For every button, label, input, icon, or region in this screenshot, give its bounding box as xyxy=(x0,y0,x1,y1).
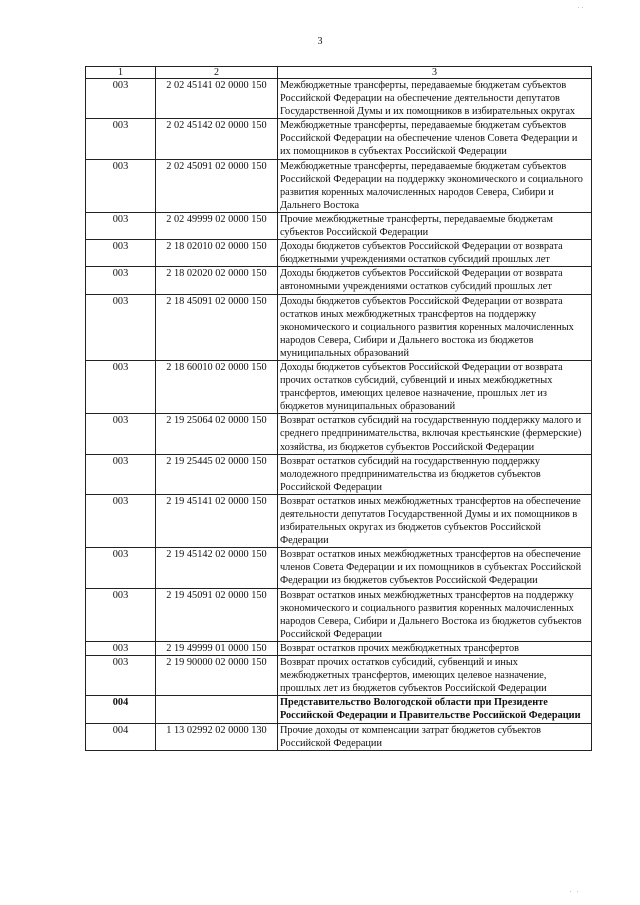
description-cell: Межбюджетные трансферты, передаваемые бюджетам субъектов Российской Федерации на обеспечение членов Совета Федерации и их помощников в субъектах Российской Федерации xyxy=(278,119,592,159)
description-cell: Возврат остатков иных межбюджетных трансфертов на обеспечение деятельности депутатов Государственной Думы и их помощников в избирательных округах из бюджетов субъектов Российской Федерации xyxy=(278,494,592,547)
admin-code-cell: 003 xyxy=(86,588,156,641)
revenue-code-cell: 2 02 45091 02 0000 150 xyxy=(156,159,278,212)
description-cell: Доходы бюджетов субъектов Российской Федерации от возврата автономными учреждениями остатков субсидий прошлых лет xyxy=(278,267,592,294)
table-row xyxy=(86,267,592,294)
column-header-1: 1 xyxy=(86,67,156,79)
revenue-code-cell: 2 19 90000 02 0000 150 xyxy=(156,656,278,696)
table-row xyxy=(86,588,592,641)
column-header-2: 2 xyxy=(156,67,278,79)
revenue-code-cell: 2 19 45091 02 0000 150 xyxy=(156,588,278,641)
table-row xyxy=(86,159,592,212)
revenue-code-cell: 2 02 45141 02 0000 150 xyxy=(156,79,278,119)
table-row xyxy=(86,723,592,750)
admin-code-cell: 003 xyxy=(86,212,156,239)
table-row xyxy=(86,494,592,547)
admin-code-cell: 003 xyxy=(86,119,156,159)
description-cell: Возврат остатков субсидий на государственную поддержку малого и среднего предпринимательства, включая крестьянские (фермерские) хозяйства, из бюджетов субъектов Российской Федерации xyxy=(278,414,592,454)
description-cell: Прочие доходы от компенсации затрат бюджетов субъектов Российской Федерации xyxy=(278,723,592,750)
revenue-code-cell: 2 19 49999 01 0000 150 xyxy=(156,641,278,655)
column-header-3: 3 xyxy=(278,67,592,79)
table-row xyxy=(86,240,592,267)
table-row xyxy=(86,696,592,723)
codes-table xyxy=(85,66,592,751)
admin-code-cell: 003 xyxy=(86,656,156,696)
table-body xyxy=(86,79,592,751)
table-row xyxy=(86,360,592,413)
table-row xyxy=(86,212,592,239)
description-cell: Возврат остатков прочих межбюджетных трансфертов xyxy=(278,641,592,655)
admin-code-cell: 003 xyxy=(86,294,156,360)
admin-code-cell: 003 xyxy=(86,240,156,267)
admin-code-cell: 003 xyxy=(86,454,156,494)
description-cell: Представительство Вологодской области при Президенте Российской Федерации и Правительстве Российской Федерации xyxy=(278,696,592,723)
admin-code-cell: 004 xyxy=(86,696,156,723)
table-row xyxy=(86,548,592,588)
revenue-code-cell: 1 13 02992 02 0000 130 xyxy=(156,723,278,750)
table-row xyxy=(86,414,592,454)
revenue-code-cell: 2 19 45141 02 0000 150 xyxy=(156,494,278,547)
description-cell: Межбюджетные трансферты, передаваемые бюджетам субъектов Российской Федерации на поддержку экономического и социального развития коренных малочисленных народов Севера, Сибири и Дальнего Востока xyxy=(278,159,592,212)
admin-code-cell: 003 xyxy=(86,641,156,655)
table-header-row xyxy=(86,67,592,79)
description-cell: Прочие межбюджетные трансферты, передаваемые бюджетам субъектов Российской Федерации xyxy=(278,212,592,239)
table-row xyxy=(86,79,592,119)
description-cell: Возврат остатков субсидий на государственную поддержку молодежного предпринимательства из бюджетов субъектов Российской Федерации xyxy=(278,454,592,494)
admin-code-cell: 003 xyxy=(86,360,156,413)
corner-mark-bottom: . . xyxy=(570,888,581,894)
description-cell: Доходы бюджетов субъектов Российской Федерации от возврата прочих остатков субсидий, субвенций и иных межбюджетных трансфертов, имеющих целевое назначение, прошлых лет из бюджетов муниципальных образований xyxy=(278,360,592,413)
revenue-code-cell: 2 19 25064 02 0000 150 xyxy=(156,414,278,454)
revenue-code-cell: 2 19 25445 02 0000 150 xyxy=(156,454,278,494)
revenue-code-cell: 2 18 02010 02 0000 150 xyxy=(156,240,278,267)
corner-mark-top: .. xyxy=(578,4,585,10)
admin-code-cell: 004 xyxy=(86,723,156,750)
admin-code-cell: 003 xyxy=(86,548,156,588)
revenue-code-cell: 2 18 45091 02 0000 150 xyxy=(156,294,278,360)
table-row xyxy=(86,119,592,159)
revenue-code-cell xyxy=(156,696,278,723)
revenue-code-cell: 2 02 45142 02 0000 150 xyxy=(156,119,278,159)
admin-code-cell: 003 xyxy=(86,267,156,294)
description-cell: Межбюджетные трансферты, передаваемые бюджетам субъектов Российской Федерации на обеспечение деятельности депутатов Государственной Думы и их помощников в избирательных округах xyxy=(278,79,592,119)
admin-code-cell: 003 xyxy=(86,79,156,119)
admin-code-cell: 003 xyxy=(86,414,156,454)
page-number: 3 xyxy=(317,36,323,47)
description-cell: Возврат остатков иных межбюджетных трансфертов на обеспечение членов Совета Федерации и их помощников в субъектах Российской Федерации из бюджетов субъектов Российской Федерации xyxy=(278,548,592,588)
revenue-code-cell: 2 18 60010 02 0000 150 xyxy=(156,360,278,413)
table-row xyxy=(86,641,592,655)
table-row xyxy=(86,656,592,696)
revenue-code-cell: 2 02 49999 02 0000 150 xyxy=(156,212,278,239)
admin-code-cell: 003 xyxy=(86,159,156,212)
description-cell: Возврат остатков иных межбюджетных трансфертов на поддержку экономического и социального развития коренных малочисленных народов Севера, Сибири и Дальнего Востока из бюджетов субъектов Российской Федерации xyxy=(278,588,592,641)
revenue-code-cell: 2 18 02020 02 0000 150 xyxy=(156,267,278,294)
revenue-code-cell: 2 19 45142 02 0000 150 xyxy=(156,548,278,588)
description-cell: Доходы бюджетов субъектов Российской Федерации от возврата бюджетными учреждениями остатков субсидий прошлых лет xyxy=(278,240,592,267)
description-cell: Доходы бюджетов субъектов Российской Федерации от возврата остатков иных межбюджетных трансфертов на поддержку экономического и социального развития коренных малочисленных народов Севера, Сибири и Дальнего востока из бюджетов муниципальных образований xyxy=(278,294,592,360)
table-row xyxy=(86,454,592,494)
admin-code-cell: 003 xyxy=(86,494,156,547)
table-row xyxy=(86,294,592,360)
description-cell: Возврат прочих остатков субсидий, субвенций и иных межбюджетных трансфертов, имеющих целевое назначение, прошлых лет из бюджетов субъектов Российской Федерации xyxy=(278,656,592,696)
